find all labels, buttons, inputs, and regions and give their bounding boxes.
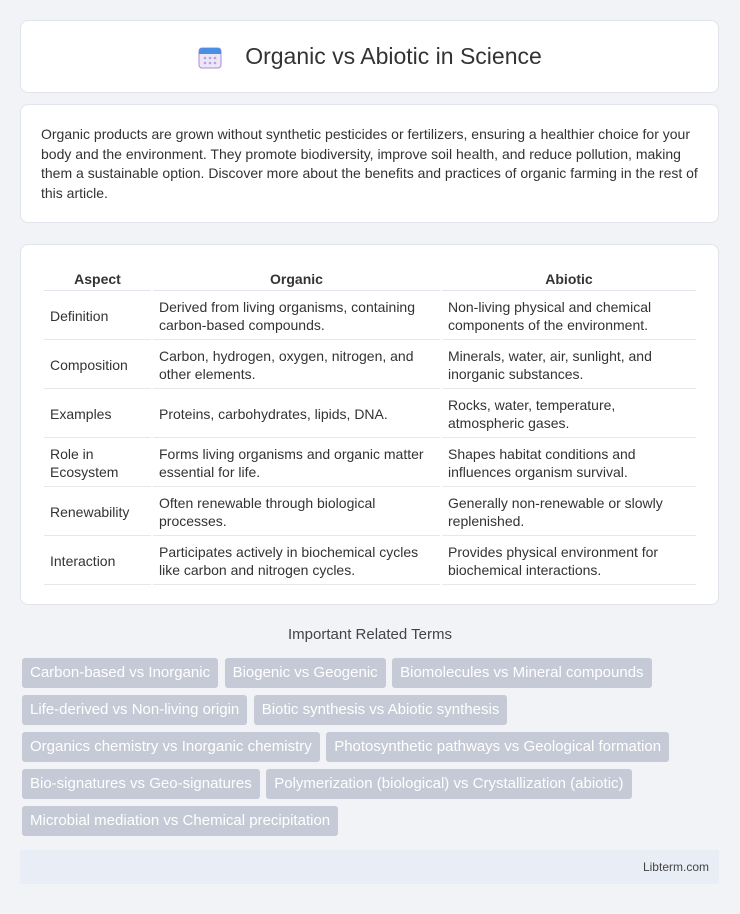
table-row <box>44 391 696 438</box>
table-cell-aspect: Definition <box>44 293 151 340</box>
table-cell-abiotic: Non-living physical and chemical components of the environment. <box>442 293 696 340</box>
table-cell-abiotic: Generally non-renewable or slowly replenished. <box>442 489 696 536</box>
footer <box>20 850 719 884</box>
intro-card <box>20 104 719 223</box>
table-cell-organic: Carbon, hydrogen, oxygen, nitrogen, and other elements. <box>153 342 440 389</box>
related-term-tag[interactable]: Biotic synthesis vs Abiotic synthesis <box>254 695 508 725</box>
related-term-tag[interactable]: Biogenic vs Geogenic <box>225 658 386 688</box>
related-term-tag[interactable]: Biomolecules vs Mineral compounds <box>392 658 651 688</box>
column-header-aspect: Aspect <box>44 268 151 291</box>
table-cell-organic: Proteins, carbohydrates, lipids, DNA. <box>153 391 440 438</box>
column-header-organic: Organic <box>153 268 440 291</box>
comparison-table <box>42 266 698 587</box>
table-cell-aspect: Interaction <box>44 538 151 585</box>
related-term-tag[interactable]: Microbial mediation vs Chemical precipitation <box>22 806 338 836</box>
table-header-row <box>44 268 696 291</box>
related-term-tag[interactable]: Photosynthetic pathways vs Geological formation <box>326 732 669 762</box>
related-term-tag[interactable]: Life-derived vs Non-living origin <box>22 695 247 725</box>
table-cell-organic: Forms living organisms and organic matter essential for life. <box>153 440 440 487</box>
table-cell-aspect: Renewability <box>44 489 151 536</box>
table-cell-aspect: Examples <box>44 391 151 438</box>
table-cell-aspect: Composition <box>44 342 151 389</box>
table-cell-organic: Participates actively in biochemical cycles like carbon and nitrogen cycles. <box>153 538 440 585</box>
footer-site-link[interactable]: Libterm.com <box>642 860 709 874</box>
table-row <box>44 342 696 389</box>
related-term-tag[interactable]: Carbon-based vs Inorganic <box>22 658 218 688</box>
intro-text: Organic products are grown without synthetic pesticides or fertilizers, ensuring a healthier choice for your body and the environment. They promote biodiversity, improve soil health, and reduce pollution, making them a sustainable option. Discover more about the benefits and practices of organic farming in the rest of this article. <box>41 126 698 201</box>
related-term-tag[interactable]: Polymerization (biological) vs Crystallization (abiotic) <box>266 769 631 799</box>
calendar-icon <box>197 44 223 70</box>
table-cell-abiotic: Provides physical environment for biochemical interactions. <box>442 538 696 585</box>
table-cell-organic: Often renewable through biological processes. <box>153 489 440 536</box>
table-row <box>44 440 696 487</box>
related-term-tag[interactable]: Bio-signatures vs Geo-signatures <box>22 769 260 799</box>
table-cell-organic: Derived from living organisms, containing carbon-based compounds. <box>153 293 440 340</box>
table-cell-aspect: Role in Ecosystem <box>44 440 151 487</box>
page-title: Organic vs Abiotic in Science <box>245 43 542 69</box>
table-row <box>44 489 696 536</box>
related-terms-tags <box>22 658 722 843</box>
header-card <box>20 20 719 93</box>
related-terms-title: Important Related Terms <box>288 626 452 643</box>
table-cell-abiotic: Minerals, water, air, sunlight, and inorganic substances. <box>442 342 696 389</box>
related-term-tag[interactable]: Organics chemistry vs Inorganic chemistry <box>22 732 320 762</box>
table-cell-abiotic: Shapes habitat conditions and influences organism survival. <box>442 440 696 487</box>
comparison-table-card <box>20 244 719 605</box>
table-row <box>44 293 696 340</box>
table-cell-abiotic: Rocks, water, temperature, atmospheric gases. <box>442 391 696 438</box>
table-row <box>44 538 696 585</box>
column-header-abiotic: Abiotic <box>442 268 696 291</box>
